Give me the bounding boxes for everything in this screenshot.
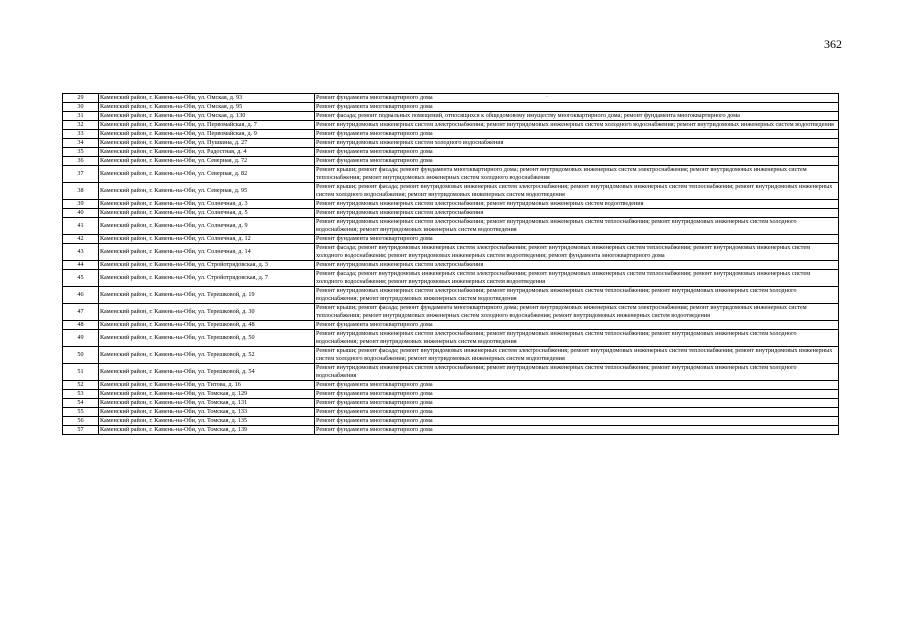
work-type-cell: Ремонт фундамента многоквартирного дома xyxy=(315,426,839,435)
row-number-cell: 33 xyxy=(63,130,99,139)
table-row xyxy=(63,244,839,261)
table-row xyxy=(63,426,839,435)
row-number-cell: 48 xyxy=(63,321,99,330)
work-type-cell: Ремонт фундамента многоквартирного дома xyxy=(315,399,839,408)
address-cell: Каменский район, г. Камень-на-Оби, ул. Терешковой, д. 30 xyxy=(99,304,315,321)
address-cell: Каменский район, г. Камень-на-Оби, ул. Томская, д. 139 xyxy=(99,426,315,435)
table-row xyxy=(63,103,839,112)
table-row xyxy=(63,157,839,166)
address-cell: Каменский район, г. Камень-на-Оби, ул. Терешковой, д. 48 xyxy=(99,321,315,330)
address-cell: Каменский район, г. Камень-на-Оби, ул. Томская, д. 131 xyxy=(99,399,315,408)
row-number-cell: 51 xyxy=(63,364,99,381)
table-row xyxy=(63,218,839,235)
row-number-cell: 49 xyxy=(63,330,99,347)
work-type-cell: Ремонт внутридомовых инженерных систем электроснабжения xyxy=(315,209,839,218)
work-type-cell: Ремонт фундамента многоквартирного дома xyxy=(315,235,839,244)
table-row xyxy=(63,148,839,157)
table-row xyxy=(63,347,839,364)
address-cell: Каменский район, г. Камень-на-Оби, ул. Терешковой, д. 50 xyxy=(99,330,315,347)
row-number-cell: 31 xyxy=(63,112,99,121)
row-number-cell: 43 xyxy=(63,244,99,261)
work-type-cell: Ремонт фундамента многоквартирного дома xyxy=(315,157,839,166)
address-cell: Каменский район, г. Камень-на-Оби, ул. Северная, д. 72 xyxy=(99,157,315,166)
row-number-cell: 39 xyxy=(63,200,99,209)
table-row xyxy=(63,130,839,139)
work-type-cell: Ремонт внутридомовых инженерных систем электроснабжения; ремонт внутридомовых инженерных систем теплоснабжения; ремонт внутридомовых инженерных систем холодного водоснабжения xyxy=(315,364,839,381)
row-number-cell: 45 xyxy=(63,270,99,287)
address-cell: Каменский район, г. Камень-на-Оби, ул. Северная, д. 82 xyxy=(99,166,315,183)
table-row xyxy=(63,304,839,321)
table-row xyxy=(63,121,839,130)
work-type-cell: Ремонт фундамента многоквартирного дома xyxy=(315,94,839,103)
address-cell: Каменский район, г. Камень-на-Оби, ул. Пушкина, д. 27 xyxy=(99,139,315,148)
table-row xyxy=(63,183,839,200)
work-type-cell: Ремонт внутридомовых инженерных систем электроснабжения; ремонт внутридомовых инженерных систем теплоснабжения; ремонт внутридомовых инженерных систем холодного водоснабжения; ремонт внутридомовых инженерных систем водоотведения xyxy=(315,218,839,235)
table-row xyxy=(63,381,839,390)
work-type-cell: Ремонт внутридомовых инженерных систем электроснабжения; ремонт внутридомовых инженерных систем холодного водоснабжения; ремонт внутридомовых инженерных систем водоотведения xyxy=(315,121,839,130)
stray-mark: ˙ xyxy=(546,96,548,102)
work-type-cell: Ремонт крыши; ремонт фасада; ремонт внутридомовых инженерных систем электроснабжения; ремонт внутридомовых инженерных систем теплоснабжения; ремонт внутридомовых инженерных систем холодного водоснабжения; ремонт внутридомовых инженерных систем водоотведения xyxy=(315,183,839,200)
table-row xyxy=(63,139,839,148)
table-row xyxy=(63,235,839,244)
table-row xyxy=(63,399,839,408)
work-type-cell: Ремонт фасада; ремонт подвальных помещений, относящихся к общедомовому имуществу многоквартирного дома; ремонт фундамента многоквартирного дома xyxy=(315,112,839,121)
table-row xyxy=(63,166,839,183)
row-number-cell: 56 xyxy=(63,417,99,426)
page-number: 362 xyxy=(824,37,842,51)
repair-registry-table xyxy=(62,93,839,435)
table-row xyxy=(63,209,839,218)
row-number-cell: 54 xyxy=(63,399,99,408)
address-cell: Каменский район, г. Камень-на-Оби, ул. Томская, д. 135 xyxy=(99,417,315,426)
row-number-cell: 36 xyxy=(63,157,99,166)
work-type-cell: Ремонт фундамента многоквартирного дома xyxy=(315,381,839,390)
row-number-cell: 47 xyxy=(63,304,99,321)
work-type-cell: Ремонт внутридомовых инженерных систем электроснабжения; ремонт внутридомовых инженерных систем теплоснабжения; ремонт внутридомовых инженерных систем холодного водоснабжения; ремонт внутридомовых инженерных систем водоотведения xyxy=(315,330,839,347)
work-type-cell: Ремонт крыши; ремонт фасада; ремонт фундамента многоквартирного дома; ремонт внутридомовых инженерных систем электроснабжения; ремонт внутридомовых инженерных систем теплоснабжения; ремонт внутридомовых инженерных систем холодного водоснабжения xyxy=(315,166,839,183)
work-type-cell: Ремонт фундамента многоквартирного дома xyxy=(315,417,839,426)
address-cell: Каменский район, г. Камень-на-Оби, ул. Стройотрядовская, д. 7 xyxy=(99,270,315,287)
work-type-cell: Ремонт внутридомовых инженерных систем электроснабжения; ремонт внутридомовых инженерных систем водоотведения xyxy=(315,200,839,209)
work-type-cell: Ремонт крыши; ремонт фасада; ремонт фундамента многоквартирного дома; ремонт внутридомовых инженерных систем электроснабжения; ремонт внутридомовых инженерных систем теплоснабжения; ремонт внутридомовых инженерных систем холодного водоснабжения; ремонт внутридомовых инженерных систем водоотведения xyxy=(315,304,839,321)
address-cell: Каменский район, г. Камень-на-Оби, ул. Титова, д. 16 xyxy=(99,381,315,390)
address-cell: Каменский район, г. Камень-на-Оби, ул. Первомайская, д. 9 xyxy=(99,130,315,139)
table-row xyxy=(63,364,839,381)
table-row xyxy=(63,408,839,417)
address-cell: Каменский район, г. Камень-на-Оби, ул. Первомайская, д. 7 xyxy=(99,121,315,130)
table-row xyxy=(63,417,839,426)
table-body xyxy=(63,94,839,435)
table-row xyxy=(63,330,839,347)
address-cell: Каменский район, г. Камень-на-Оби, ул. Омская, д. 93 xyxy=(99,94,315,103)
work-type-cell: Ремонт фундамента многоквартирного дома xyxy=(315,390,839,399)
row-number-cell: 34 xyxy=(63,139,99,148)
address-cell: Каменский район, г. Камень-на-Оби, ул. Томская, д. 129 xyxy=(99,390,315,399)
row-number-cell: 35 xyxy=(63,148,99,157)
table-row xyxy=(63,200,839,209)
row-number-cell: 46 xyxy=(63,287,99,304)
address-cell: Каменский район, г. Камень-на-Оби, ул. Солнечная, д. 12 xyxy=(99,235,315,244)
work-type-cell: Ремонт фасада; ремонт внутридомовых инженерных систем электроснабжения; ремонт внутридомовых инженерных систем теплоснабжения; ремонт внутридомовых инженерных систем холодного водоснабжения; ремонт внутридомовых инженерных систем водоотведения; ремонт фундамента многоквартирного дома xyxy=(315,244,839,261)
row-number-cell: 55 xyxy=(63,408,99,417)
address-cell: Каменский район, г. Камень-на-Оби, ул. Солнечная, д. 9 xyxy=(99,218,315,235)
address-cell: Каменский район, г. Камень-на-Оби, ул. Терешковой, д. 54 xyxy=(99,364,315,381)
row-number-cell: 41 xyxy=(63,218,99,235)
address-cell: Каменский район, г. Камень-на-Оби, ул. Солнечная, д. 14 xyxy=(99,244,315,261)
row-number-cell: 57 xyxy=(63,426,99,435)
work-type-cell: Ремонт крыши; ремонт фасада; ремонт внутридомовых инженерных систем электроснабжения; ремонт внутридомовых инженерных систем теплоснабжения; ремонт внутридомовых инженерных систем холодного водоснабжения; ремонт внутридомовых инженерных систем водоотведения xyxy=(315,347,839,364)
work-type-cell: Ремонт фундамента многоквартирного дома xyxy=(315,103,839,112)
work-type-cell: Ремонт фундамента многоквартирного дома xyxy=(315,148,839,157)
address-cell: Каменский район, г. Камень-на-Оби, ул. Томская, д. 133 xyxy=(99,408,315,417)
table-row xyxy=(63,112,839,121)
row-number-cell: 53 xyxy=(63,390,99,399)
address-cell: Каменский район, г. Камень-на-Оби, ул. Солнечная, д. 5 xyxy=(99,209,315,218)
address-cell: Каменский район, г. Камень-на-Оби, ул. Терешковой, д. 19 xyxy=(99,287,315,304)
address-cell: Каменский район, г. Камень-на-Оби, ул. Радостная, д. 4 xyxy=(99,148,315,157)
address-cell: Каменский район, г. Камень-на-Оби, ул. Северная, д. 95 xyxy=(99,183,315,200)
table-row xyxy=(63,261,839,270)
work-type-cell: Ремонт внутридомовых инженерных систем электроснабжения xyxy=(315,261,839,270)
work-type-cell: Ремонт фундамента многоквартирного дома xyxy=(315,130,839,139)
address-cell: Каменский район, г. Камень-на-Оби, ул. Омская, д. 130 xyxy=(99,112,315,121)
address-cell: Каменский район, г. Камень-на-Оби, ул. Стройотрядовская, д. 3 xyxy=(99,261,315,270)
row-number-cell: 52 xyxy=(63,381,99,390)
table-row xyxy=(63,270,839,287)
address-cell: Каменский район, г. Камень-на-Оби, ул. Терешковой, д. 52 xyxy=(99,347,315,364)
row-number-cell: 38 xyxy=(63,183,99,200)
address-cell: Каменский район, г. Камень-на-Оби, ул. Омская, д. 95 xyxy=(99,103,315,112)
work-type-cell: Ремонт внутридомовых инженерных систем электроснабжения; ремонт внутридомовых инженерных систем теплоснабжения; ремонт внутридомовых инженерных систем холодного водоснабжения; ремонт внутридомовых инженерных систем водоотведения xyxy=(315,287,839,304)
row-number-cell: 29 xyxy=(63,94,99,103)
row-number-cell: 32 xyxy=(63,121,99,130)
row-number-cell: 37 xyxy=(63,166,99,183)
table-row xyxy=(63,321,839,330)
work-type-cell: Ремонт фундамента многоквартирного дома xyxy=(315,321,839,330)
row-number-cell: 40 xyxy=(63,209,99,218)
address-cell: Каменский район, г. Камень-на-Оби, ул. Солнечная, д. 3 xyxy=(99,200,315,209)
row-number-cell: 44 xyxy=(63,261,99,270)
work-type-cell: Ремонт внутридомовых инженерных систем холодного водоснабжения xyxy=(315,139,839,148)
table-row xyxy=(63,287,839,304)
table-row xyxy=(63,94,839,103)
work-type-cell: Ремонт фасада; ремонт внутридомовых инженерных систем электроснабжения; ремонт внутридомовых инженерных систем теплоснабжения; ремонт внутридомовых инженерных систем холодного водоснабжения; ремонт внутридомовых инженерных систем водоотведения xyxy=(315,270,839,287)
row-number-cell: 50 xyxy=(63,347,99,364)
row-number-cell: 42 xyxy=(63,235,99,244)
table-row xyxy=(63,390,839,399)
work-type-cell: Ремонт фундамента многоквартирного дома xyxy=(315,408,839,417)
row-number-cell: 30 xyxy=(63,103,99,112)
